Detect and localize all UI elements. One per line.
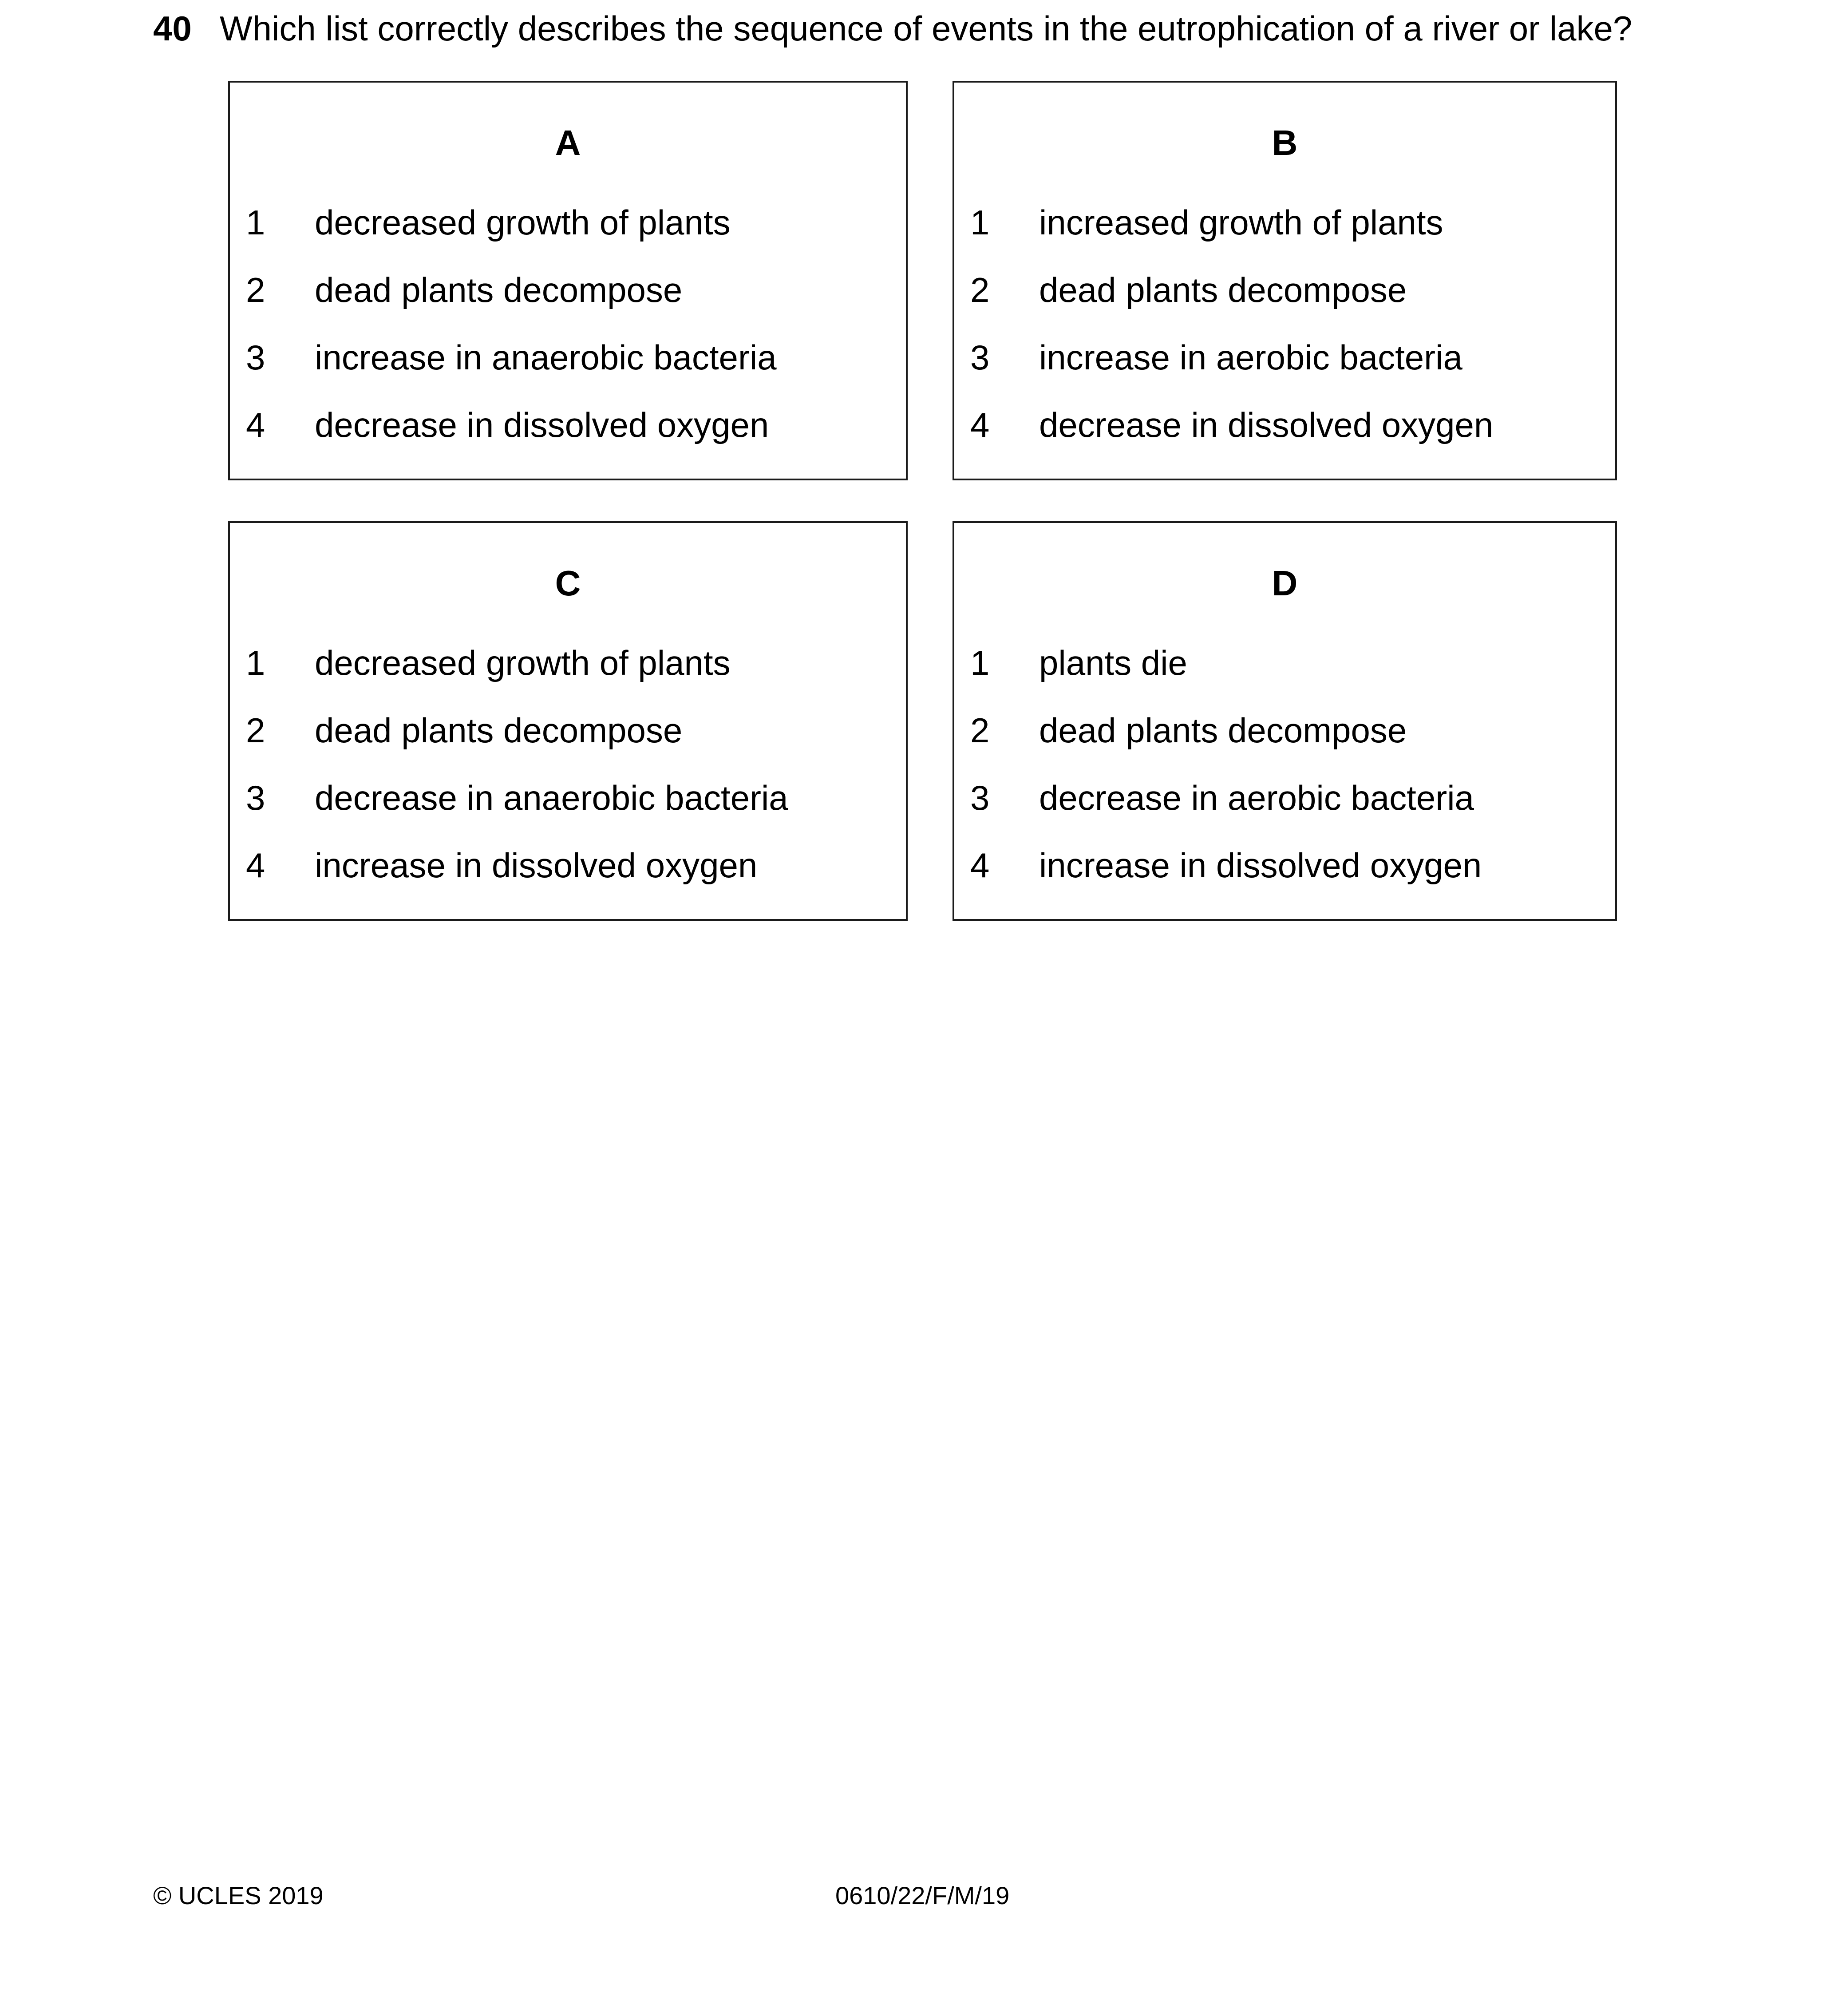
step-number: 4	[246, 846, 265, 885]
step-number: 2	[970, 711, 990, 750]
option-letter: B	[1272, 123, 1298, 162]
step-list	[246, 641, 788, 911]
step-text: increase in dissolved oxygen	[1039, 846, 1482, 885]
option-letter: A	[555, 123, 581, 162]
step-item	[246, 268, 777, 335]
step-number: 2	[246, 270, 265, 309]
step-item	[246, 200, 777, 268]
step-item	[970, 843, 1482, 911]
step-text: decrease in dissolved oxygen	[315, 405, 769, 444]
step-text: decreased growth of plants	[315, 203, 731, 242]
step-text: increase in aerobic bacteria	[1039, 338, 1462, 377]
step-number: 2	[970, 270, 990, 309]
step-number: 4	[970, 846, 990, 885]
question-number: 40	[153, 9, 192, 48]
step-list	[970, 641, 1482, 911]
option-box-a[interactable]	[228, 81, 908, 480]
step-item	[246, 843, 788, 911]
step-item	[970, 200, 1493, 268]
step-text: dead plants decompose	[315, 711, 683, 750]
step-item	[970, 268, 1493, 335]
step-text: dead plants decompose	[1039, 270, 1407, 309]
option-letter: D	[1272, 563, 1298, 603]
step-text: dead plants decompose	[1039, 711, 1407, 750]
step-text: increase in dissolved oxygen	[315, 846, 758, 885]
step-number: 1	[970, 203, 990, 242]
step-item	[246, 641, 788, 708]
step-item	[970, 708, 1482, 776]
step-item	[970, 403, 1493, 470]
step-number: 4	[246, 405, 265, 444]
step-item	[246, 403, 777, 470]
step-number: 2	[246, 711, 265, 750]
footer-copyright: © UCLES 2019	[153, 1881, 324, 1909]
step-item	[246, 776, 788, 843]
footer-paper-code: 0610/22/F/M/19	[835, 1881, 1010, 1909]
step-item	[246, 708, 788, 776]
step-list	[246, 200, 777, 470]
step-number: 3	[970, 778, 990, 817]
option-box-b[interactable]	[953, 81, 1617, 480]
step-number: 3	[970, 338, 990, 377]
step-number: 3	[246, 338, 265, 377]
step-text: dead plants decompose	[315, 270, 683, 309]
option-box-c[interactable]	[228, 521, 908, 921]
step-number: 1	[970, 643, 990, 682]
step-text: increased growth of plants	[1039, 203, 1443, 242]
question-text: Which list correctly describes the sequence of events in the eutrophication of a river or lake?	[220, 9, 1632, 48]
option-box-d[interactable]	[953, 521, 1617, 921]
step-item	[970, 776, 1482, 843]
step-text: decrease in anaerobic bacteria	[315, 778, 788, 817]
step-text: decrease in dissolved oxygen	[1039, 405, 1494, 444]
option-letter: C	[555, 563, 581, 603]
step-text: decrease in aerobic bacteria	[1039, 778, 1474, 817]
step-list	[970, 200, 1493, 470]
step-number: 1	[246, 203, 265, 242]
step-text: plants die	[1039, 643, 1187, 682]
step-item	[970, 335, 1493, 403]
step-item	[970, 641, 1482, 708]
step-number: 3	[246, 778, 265, 817]
step-text: decreased growth of plants	[315, 643, 731, 682]
step-number: 4	[970, 405, 990, 444]
step-item	[246, 335, 777, 403]
question	[153, 6, 1632, 51]
step-text: increase in anaerobic bacteria	[315, 338, 777, 377]
step-number: 1	[246, 643, 265, 682]
